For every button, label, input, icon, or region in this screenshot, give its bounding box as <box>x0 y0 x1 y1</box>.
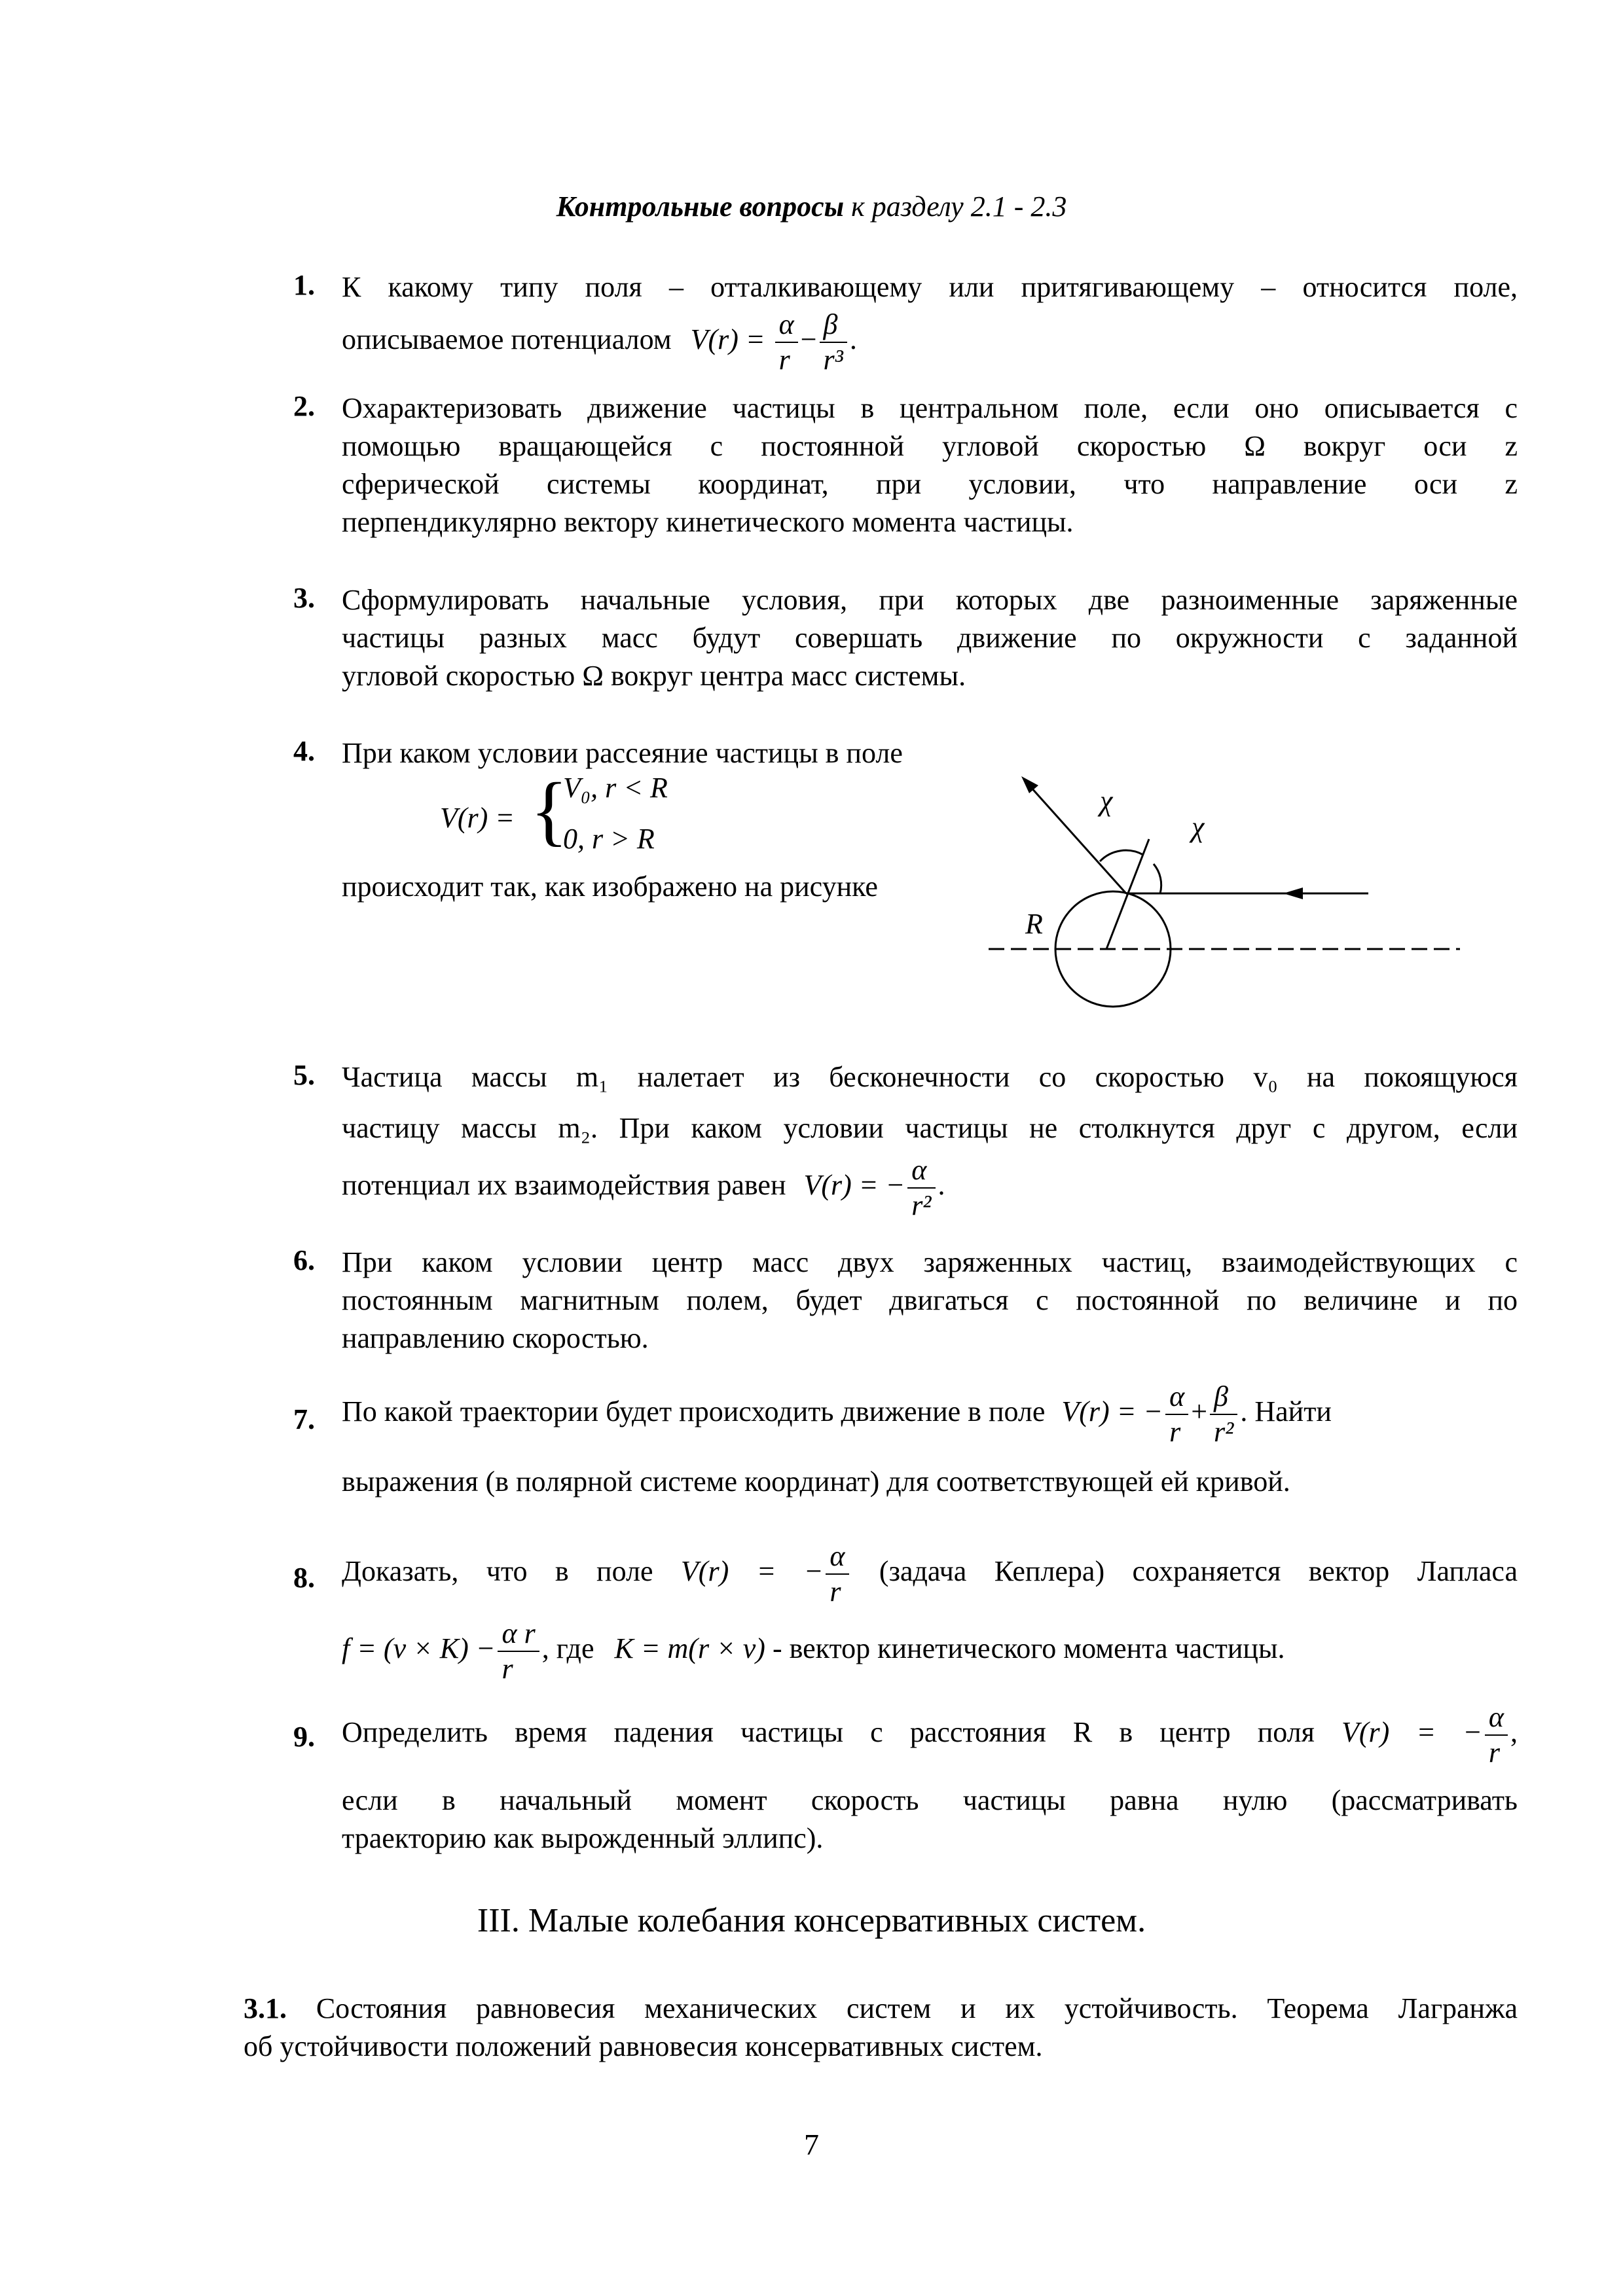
fraction-numerator: β <box>820 308 847 343</box>
fraction-numerator: β <box>1210 1380 1237 1415</box>
formula-tail: . <box>849 323 857 356</box>
page-number: 7 <box>804 2128 819 2161</box>
question-number: 8. <box>293 1562 315 1594</box>
question-number: 5. <box>293 1059 315 1091</box>
subsection-line-1 <box>244 1990 1518 2028</box>
question-8-text-c: , где <box>541 1632 594 1665</box>
piecewise-case-1: V₀, r < R <box>563 772 668 804</box>
scattering-figure <box>982 753 1480 1028</box>
piecewise-case-2: 0, r > R <box>563 823 655 855</box>
formula-lhs: V(r) = <box>690 323 765 356</box>
question-3-line-2: частицы разных масс будут совершать движение по окружности с заданной <box>342 622 1518 654</box>
plus-sign: + <box>1191 1395 1208 1428</box>
question-4-line-1: При каком условии рассеяние частицы в поле <box>342 737 903 769</box>
fraction-numerator: α r <box>498 1617 539 1652</box>
fraction-denominator: r <box>778 344 790 376</box>
question-5-line-3 <box>342 1153 1518 1223</box>
formula-tail: . <box>938 1169 945 1202</box>
chi-label-2: χ <box>1192 811 1205 843</box>
fraction-denominator: r² <box>1214 1416 1234 1448</box>
fraction-denominator: r² <box>911 1189 932 1221</box>
question-2-line-1: Охарактеризовать движение частицы в центральном поле, если оно описывается с <box>342 392 1518 424</box>
question-8-line-2 <box>342 1617 1518 1686</box>
formula-fraction <box>907 1153 935 1223</box>
fraction-denominator: r <box>1488 1736 1501 1768</box>
question-9-line-3: траекторию как вырожденный эллипс). <box>342 1822 824 1854</box>
question-number: 3. <box>293 582 315 614</box>
formula-tail: . Найти <box>1240 1395 1332 1428</box>
fraction-numerator: α <box>1165 1380 1188 1415</box>
question-number: 9. <box>293 1721 315 1753</box>
radius-label: R <box>1025 908 1043 940</box>
question-number: 6. <box>293 1244 315 1276</box>
piecewise-lhs: V(r) = <box>440 802 515 834</box>
subsection-text: Состояния равновесия механических систем и их устойчивость. Теорема Лагранжа <box>287 1992 1518 2024</box>
question-9-text: Определить время падения частицы с расстояния R в центр поля <box>342 1716 1315 1749</box>
formula-lhs: V(r) = − <box>680 1555 824 1588</box>
subsection-line-2: об устойчивости положений равновесия консервативных систем. <box>244 2030 1043 2062</box>
formula-fraction <box>826 1539 848 1609</box>
question-1-line-1: К какому типу поля – отталкивающему или притягивающему – относится поле, <box>342 271 1518 303</box>
fraction-denominator: r³ <box>823 344 843 376</box>
question-8-text-b: (задача Кеплера) сохраняется вектор Лапласа <box>879 1555 1518 1588</box>
question-9-line-2: если в начальный момент скорость частицы равна нулю (рассматривать <box>342 1784 1518 1816</box>
laplace-vector-formula: f = (v × K) − <box>342 1632 496 1665</box>
chi-label-1: χ <box>1100 785 1113 817</box>
formula-fraction <box>1165 1380 1188 1449</box>
title-bold: Контрольные вопросы <box>556 190 845 223</box>
formula-fraction <box>498 1617 539 1686</box>
fraction-denominator: r <box>1169 1416 1181 1448</box>
title-rest: к разделу 2.1 - 2.3 <box>844 190 1067 223</box>
question-4-line-3: происходит так, как изображено на рисунке <box>342 870 878 903</box>
question-5-line-1: Частица массы m₁ налетает из бесконечности со скоростью v₀ на покоящуюся <box>342 1061 1518 1093</box>
question-6-line-2: постоянным магнитным полем, будет двигаться с постоянной по величине и по <box>342 1284 1518 1316</box>
fraction-numerator: α <box>1485 1700 1508 1736</box>
question-number: 7. <box>293 1403 315 1435</box>
question-7-text: По какой траектории будет происходить движение в поле <box>342 1395 1046 1428</box>
angle-arc-2 <box>1154 864 1161 893</box>
fraction-numerator: α <box>775 308 798 343</box>
question-1-text: описываемое потенциалом <box>342 323 672 356</box>
angle-arc-1 <box>1100 850 1143 861</box>
question-7-line-2: выражения (в полярной системе координат) для соответствующей ей кривой. <box>342 1465 1290 1498</box>
question-2-line-2: помощью вращающейся с постоянной угловой скоростью Ω вокруг оси z <box>342 430 1518 462</box>
question-number: 1. <box>293 269 315 301</box>
page-title <box>0 190 1623 223</box>
formula-fraction <box>775 308 798 377</box>
brace: { <box>530 766 568 853</box>
question-7-line-1 <box>342 1380 1518 1449</box>
fraction-denominator: r <box>501 1653 513 1685</box>
formula-lhs: V(r) = − <box>803 1169 905 1202</box>
formula-tail: , <box>1510 1716 1518 1749</box>
question-8-text-d: - вектор кинетического момента частицы. <box>765 1632 1285 1665</box>
section-heading: III. Малые колебания консервативных систем. <box>477 1902 1146 1939</box>
question-5-text: потенциал их взаимодействия равен <box>342 1169 786 1202</box>
formula-lhs: V(r) = − <box>1061 1395 1163 1428</box>
subsection-number: 3.1. <box>244 1992 287 2024</box>
question-1-line-2: описываемое потенциалом V(r) = $\frac{\alpha}{r}$ − $\frac{\beta}{\text{r³}}$ . <box>342 308 857 376</box>
fraction-denominator: r <box>830 1575 841 1607</box>
incoming-arrow-icon <box>1283 888 1303 899</box>
formula-fraction <box>1485 1700 1508 1770</box>
formula-fraction <box>820 308 847 377</box>
fraction-numerator: α <box>826 1539 848 1575</box>
question-number: 2. <box>293 390 315 422</box>
question-6-line-3: направлению скоростью. <box>342 1322 649 1354</box>
formula-lhs: V(r) = − <box>1341 1716 1482 1749</box>
question-9-line-1 <box>342 1700 1518 1770</box>
fraction-numerator: α <box>907 1153 935 1189</box>
angular-momentum-formula: K = m(r × v) <box>614 1632 765 1665</box>
question-6-line-1: При каком условии центр масс двух заряженных частиц, взаимодействующих с <box>342 1246 1518 1278</box>
question-8-line-1 <box>342 1539 1518 1609</box>
question-5-line-2: частицу массы m₂. При каком условии частицы не столкнутся друг с другом, если <box>342 1112 1518 1144</box>
question-2-line-4: перпендикулярно вектору кинетического момента частицы. <box>342 506 1074 538</box>
question-3-line-3: угловой скоростью Ω вокруг центра масс системы. <box>342 660 966 692</box>
question-8-text-a: Доказать, что в поле <box>342 1555 653 1588</box>
outgoing-arrow-icon <box>1021 776 1038 793</box>
question-3-line-1: Сформулировать начальные условия, при которых две разноименные заряженные <box>342 584 1518 616</box>
formula-fraction <box>1210 1380 1237 1449</box>
question-number: 4. <box>293 735 315 767</box>
question-2-line-3: сферической системы координат, при условии, что направление оси z <box>342 468 1518 500</box>
